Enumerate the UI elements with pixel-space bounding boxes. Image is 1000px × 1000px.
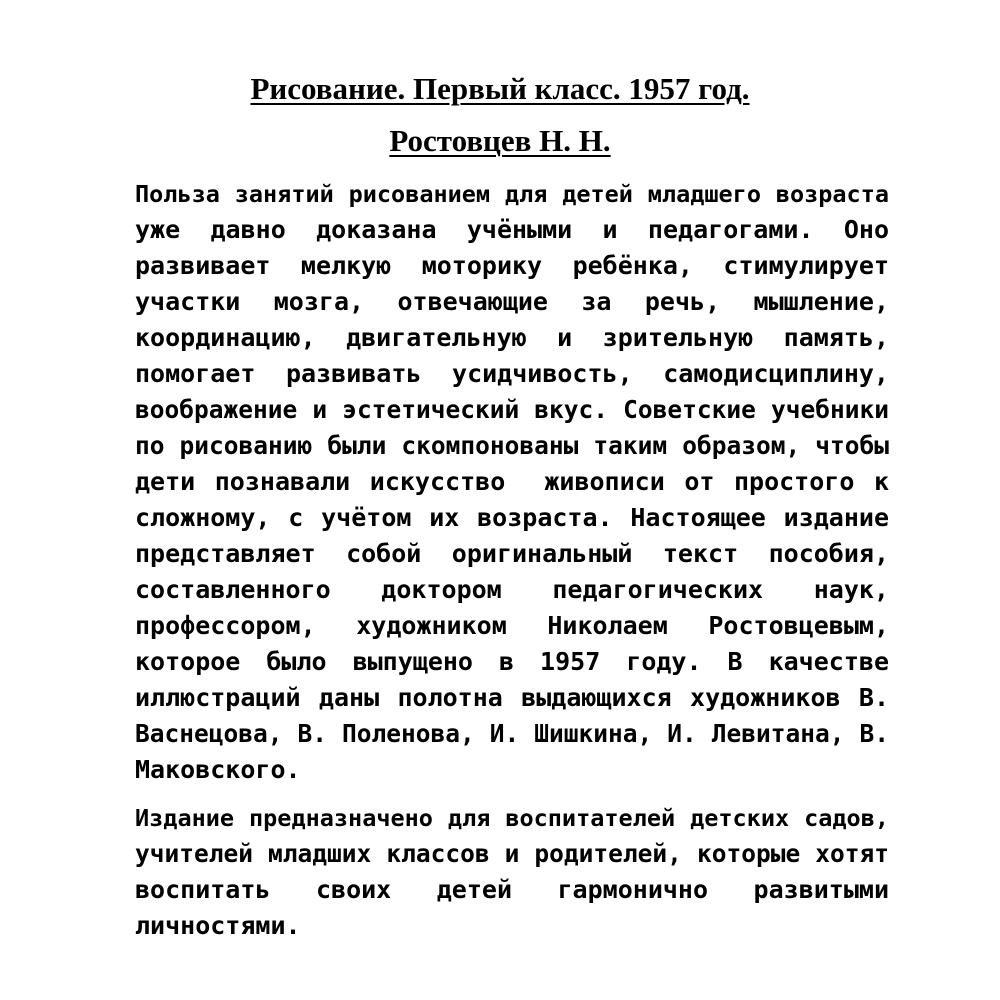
paragraph-line: воспитать своих детей гармонично развитыми xyxy=(135,875,889,904)
paragraph-line: помогает развивать усидчивость, самодисциплину, xyxy=(135,359,889,388)
paragraph-line: дети познавали искусство живописи от простого к xyxy=(135,467,889,496)
paragraph-line: Польза занятий рисованием для детей младшего возраста xyxy=(135,180,889,208)
paragraph-line: учителей младших классов и родителей, которые хотят xyxy=(135,839,889,868)
paragraph-line: личностями. xyxy=(135,911,301,940)
paragraph-line: Васнецова, В. Поленова, И. Шишкина, И. Левитана, В. xyxy=(135,719,889,748)
paragraph-line: участки мозга, отвечающие за речь, мышление, xyxy=(135,287,889,316)
paragraph-line: профессором, художником Николаем Ростовцевым, xyxy=(135,611,889,640)
paragraph-line: сложному, с учётом их возраста. Настоящее издание xyxy=(135,503,889,532)
paragraph-line: Издание предназначено для воспитателей детских садов, xyxy=(135,804,889,832)
paragraph-line: составленного доктором педагогических наук, xyxy=(135,575,889,604)
document-author: Ростовцев Н. Н. xyxy=(389,123,611,158)
paragraph-line: представляет собой оригинальный текст пособия, xyxy=(135,539,889,568)
paragraph-line: Маковского. xyxy=(135,755,301,784)
paragraph-line: координацию, двигательную и зрительную память, xyxy=(135,323,889,352)
document-title: Рисование. Первый класс. 1957 год. xyxy=(250,71,750,106)
paragraph-line: уже давно доказана учёными и педагогами. Оно xyxy=(135,215,889,244)
paragraph-line: развивает мелкую моторику ребёнка, стимулирует xyxy=(135,251,889,280)
paragraph-line: иллюстраций даны полотна выдающихся художников В. xyxy=(135,683,889,712)
paragraph-line: воображение и эстетический вкус. Советские учебники xyxy=(135,395,889,424)
paragraph-line: которое было выпущено в 1957 году. В качестве xyxy=(135,647,889,676)
paragraph-line: по рисованию были скомпонованы таким образом, чтобы xyxy=(135,431,889,460)
